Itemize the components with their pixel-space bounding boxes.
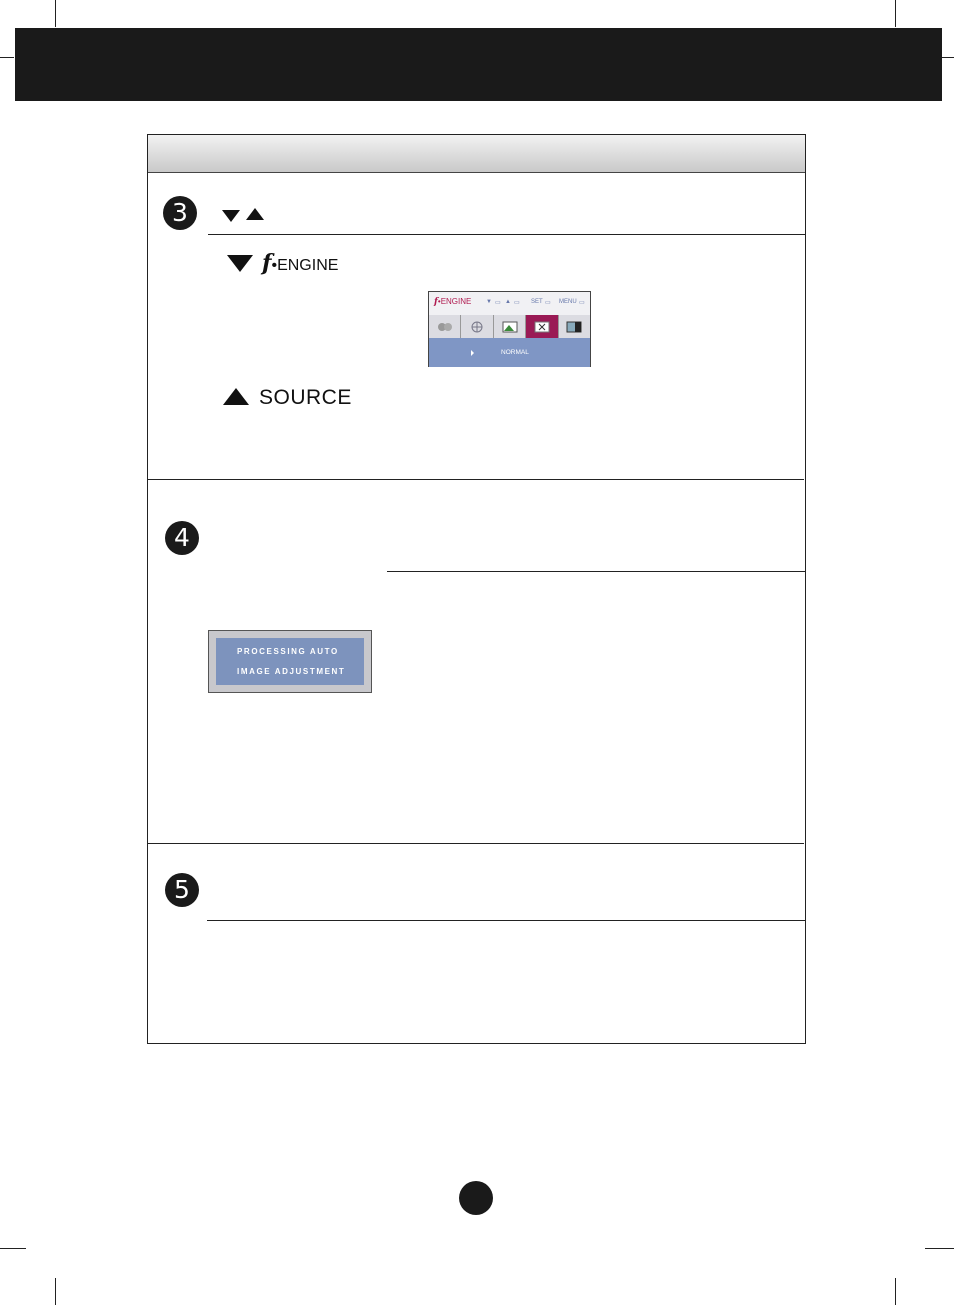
section-rule xyxy=(208,234,805,235)
osd-set-box-icon: ▭ xyxy=(545,300,551,306)
osd-mode-panel xyxy=(429,338,590,367)
section-rule xyxy=(207,920,805,921)
step-number-4: 4 xyxy=(165,521,199,555)
processing-message-box xyxy=(208,630,372,693)
internet-mode-icon[interactable] xyxy=(461,315,493,338)
osd-mode-value: NORMAL xyxy=(501,349,529,356)
step-number-5: 5 xyxy=(165,873,199,907)
page-number-badge xyxy=(459,1181,493,1215)
photo-mode-icon[interactable] xyxy=(494,315,526,338)
normal-mode-icon[interactable] xyxy=(526,315,558,338)
up-arrow-icon xyxy=(246,208,264,220)
section-rule xyxy=(387,571,805,572)
osd-minus-box-icon: ▭ xyxy=(495,300,501,306)
crop-mark xyxy=(942,57,954,58)
section-divider xyxy=(148,843,804,844)
osd-menu xyxy=(428,291,591,367)
processing-line-2: IMAGE ADJUSTMENT xyxy=(237,667,346,676)
osd-mode-icons xyxy=(429,315,590,338)
f-logo-icon: f xyxy=(262,250,272,276)
source-label: SOURCE xyxy=(259,386,352,409)
crop-mark xyxy=(925,1248,954,1249)
f-logo-icon: f xyxy=(434,297,438,307)
osd-minus-box-icon: ▭ xyxy=(514,300,520,306)
fengine-word: ENGINE xyxy=(277,257,339,274)
processing-line-1: PROCESSING AUTO xyxy=(237,647,339,656)
crop-mark xyxy=(0,57,14,58)
crop-mark xyxy=(55,0,56,27)
osd-title: f•ENGINE xyxy=(434,297,472,307)
frame-title-bar xyxy=(148,135,805,173)
section-divider xyxy=(148,479,804,480)
osd-pointer-icon xyxy=(471,350,474,356)
movie-mode-icon[interactable] xyxy=(429,315,461,338)
up-arrow-icon xyxy=(223,388,249,405)
crop-mark xyxy=(895,0,896,27)
page-header-bar xyxy=(15,28,942,101)
osd-set-label: SET xyxy=(531,299,543,305)
osd-down-arrow-icon: ▼ xyxy=(486,299,492,305)
processing-panel xyxy=(216,638,364,685)
down-arrow-icon xyxy=(222,210,240,222)
user-mode-icon[interactable] xyxy=(559,315,590,338)
step-number-3: 3 xyxy=(163,196,197,230)
crop-mark xyxy=(0,1248,26,1249)
osd-header xyxy=(429,292,590,316)
down-arrow-icon xyxy=(227,255,253,272)
osd-menu-box-icon: ▭ xyxy=(579,300,585,306)
fengine-label: f•ENGINE xyxy=(262,250,339,276)
osd-menu-label: MENU xyxy=(559,299,577,305)
crop-mark xyxy=(895,1278,896,1305)
osd-up-arrow-icon: ▲ xyxy=(505,299,511,305)
crop-mark xyxy=(55,1278,56,1305)
